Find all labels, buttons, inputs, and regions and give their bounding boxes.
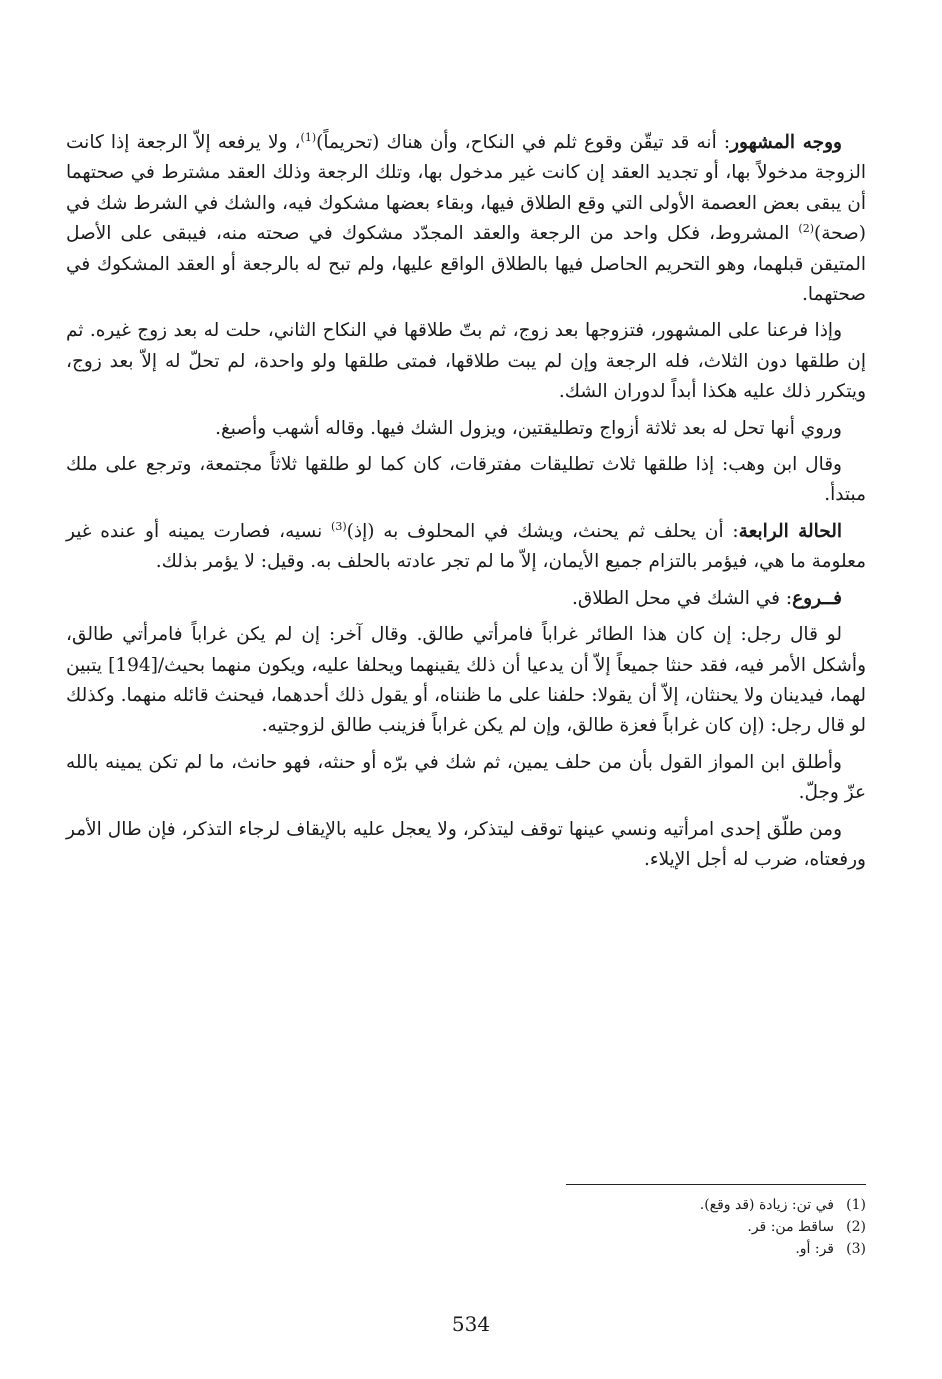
footnote-divider [566,1184,866,1185]
footnote-text: قر: أو. [795,1241,834,1257]
paragraph-2: وإذا فرعنا على المشهور، فتزوجها بعد زوج، ثم بتّ طلاقها في النكاح الثاني، حلت له بعد زوج غيره. ثم إن طلقها دون الثلاث، فله الرجعة وإن لم يبت طلاقها، فمتى طلقها ولو واحدة، لم تحلّ له إلاّ بعد زوج، ويتكرر ذلك عليه هكذا أبداً لدوران الشك. [66,320,866,403]
paragraph-9: ومن طلّق إحدى امرأتيه ونسي عينها توقف ليتذكر، ولا يعجل عليه بالإيقاف لرجاء التذكر، فإن طال الأمر ورفعتاه، ضرب له أجل الإيلاء. [66,818,866,870]
footnote-ref: (3) [331,519,347,533]
footnote-ref: (2) [798,222,814,236]
paragraph-text: : في الشك في محل الطلاق. [572,587,793,609]
footnote-item [466,1238,866,1260]
section-heading [66,584,866,614]
lead-term: ووجه المشهور [730,132,842,153]
lead-term: الحالة الرابعة [738,520,843,542]
paragraph-8: وأطلق ابن المواز القول بأن من حلف يمين، ثم شك في برّه أو حنثه، فهو حانث، ما لم تكن يمينه بالله عزّ وجلّ. [66,751,866,804]
footnote-item [466,1216,866,1238]
paragraph-1 [66,128,866,310]
paragraph-3: وروي أنها تحل له بعد ثلاثة أزواج وتطليقتين، ويزول الشك فيها. وقاله أشهب وأصبغ. [215,417,842,439]
paragraph-text: : أنه قد تيقّن وقوع ثلم في النكاح، وأن هناك (تحريماً) [316,132,731,153]
paragraph-text: نسيه، فصارت يمينه أو عنده غير معلومة ما هي، فيؤمر بالتزام جميع الأيمان، إلاّ ما لم تجر عادته بالحلف به. وقيل: لا يؤمر بذلك. [66,520,866,573]
footnote-number: (1) [846,1197,866,1213]
footnote-ref: (1) [300,130,317,144]
paragraph-7: لو قال رجل: إن كان هذا الطائر غراباً فامرأتي طالق. وقال آخر: إن لم يكن غراباً فامرأتي طالق، وأشكل الأمر فيه، فقد حنثا جميعاً إلاّ أن يدعيا أن ذلك يقينهما ويحلفا عليه، ويكون منهما بحيث/[194] يتبين لهما، فيدينان ولا يحنثان، إلاّ أن يقولا: حلفنا على ما ظنناه، أو يقول ذلك أحدهما، فيحنث قائله منهما. وكذلك لو قال رجل: (إن كان غراباً فعزة طالق، وإن لم يكن غراباً فزينب طالق لزوجتيه. [66,624,866,737]
page-number: 534 [451,1312,491,1336]
lead-term: فــروع [792,587,842,609]
footnote-number: (3) [846,1241,866,1257]
paragraph-text: ، ولا يرفعه إلاّ الرجعة إذا كانت الزوجة مدخولاً بها، أو تجديد العقد إن كانت غير مدخول بها، وتلك الرجعة وذلك العقد مشترط في صحتهما أن يبقى بعض العصمة الأولى التي وقع الطلاق فيها، وبقاء بعضها مشكوك فيه، والشك في الشرط شك في (صحة) [66,132,866,245]
paragraph-5 [66,517,866,578]
paragraph-4: وقال ابن وهب: إذا طلقها ثلاث تطليقات مفترقات، كان كما لو طلقها ثلاثاً مجتمعة، وترجع على ملك مبتدأ. [66,454,866,506]
footnotes [466,1194,866,1260]
footnote-item [466,1194,866,1216]
footnote-text: في تن: زيادة (قد وقع). [699,1197,834,1213]
paragraph-text: المشروط، فكل واحد من الرجعة والعقد المجدّد مشكوك في صحته منه، فيبقى على الأصل المتيقن قبلهما، وهو التحريم الحاصل فيها بالطلاق الواقع عليها، ولم تبح له بالرجعة أو العقد المشكوك في صحتهما. [66,223,866,306]
main-text [66,128,866,881]
paragraph-text: : أن يحلف ثم يحنث، ويشك في المحلوف به (إذ) [346,520,739,542]
footnote-text: ساقط من: قر. [747,1219,834,1235]
footnote-number: (2) [846,1219,866,1235]
